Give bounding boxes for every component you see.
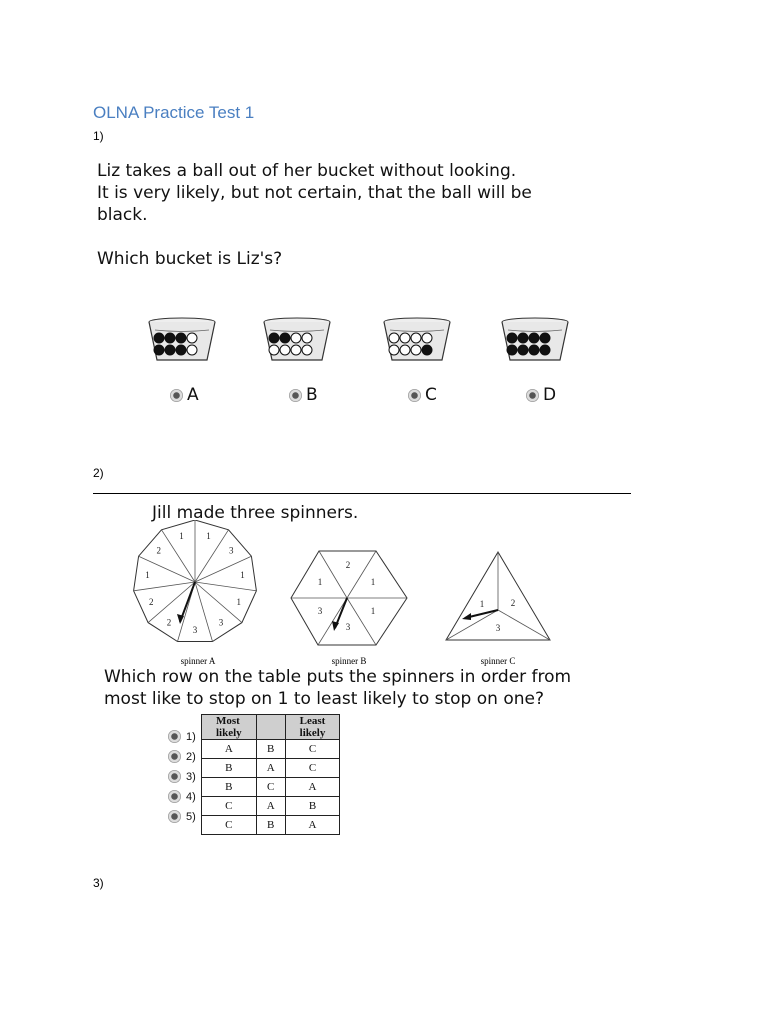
row-option-label: 1): [186, 730, 196, 743]
question-2-number: 2): [93, 466, 104, 480]
question-1-line-3: black.: [97, 205, 148, 225]
table-header-most-likely: Most likely: [202, 715, 257, 740]
row-option-label: 4): [186, 790, 196, 803]
ball: [518, 333, 528, 343]
option-a[interactable]: [170, 385, 199, 405]
table-cell: A: [256, 797, 285, 816]
ball: [176, 345, 186, 355]
ball: [507, 333, 517, 343]
spinner-a-label: 2: [166, 617, 172, 628]
bucket-a: [146, 316, 218, 368]
spinner-b-label: 1: [370, 606, 376, 616]
radio-button[interactable]: [168, 810, 181, 823]
table-header-least-likely: Least likely: [285, 715, 340, 740]
question-1-line-2: It is very likely, but not certain, that the ball will be: [97, 183, 532, 203]
ball: [280, 345, 290, 355]
spinner-c-label: 2: [510, 598, 516, 608]
question-2-line-1: Which row on the table puts the spinners in order from: [104, 667, 572, 687]
spinner-b-caption: spinner B: [331, 656, 367, 666]
spinner-a-label: 1: [179, 530, 184, 541]
row-option-3[interactable]: [168, 770, 196, 783]
radio-button[interactable]: [168, 790, 181, 803]
option-b[interactable]: [289, 385, 318, 405]
option-label: B: [306, 385, 318, 405]
spinner-c-label: 3: [495, 623, 501, 633]
spinner-b-label: 3: [317, 606, 323, 616]
option-c[interactable]: [408, 385, 437, 405]
table-row: [202, 816, 340, 835]
ball: [540, 345, 550, 355]
page-title: OLNA Practice Test 1: [93, 103, 255, 122]
ball: [187, 333, 197, 343]
ball: [302, 333, 312, 343]
spinner-a-caption: spinner A: [180, 656, 216, 666]
order-table: [201, 714, 340, 835]
table-row: [202, 759, 340, 778]
row-option-1[interactable]: [168, 730, 196, 743]
table-cell: B: [256, 816, 285, 835]
table-row: [202, 797, 340, 816]
spinner-b: [291, 551, 407, 645]
row-option-label: 5): [186, 810, 196, 823]
spinner-a-label: 1: [206, 530, 211, 541]
table-cell: C: [285, 740, 340, 759]
ball: [187, 345, 197, 355]
ball: [529, 333, 539, 343]
spinner-b-label: 2: [345, 560, 351, 570]
row-option-label: 3): [186, 770, 196, 783]
section-divider: [93, 493, 631, 494]
table-header-middle: [256, 715, 285, 740]
spinner-c-label: 1: [479, 599, 485, 609]
table-cell: C: [285, 759, 340, 778]
question-2-prompt: [104, 666, 571, 710]
table-cell: B: [285, 797, 340, 816]
question-1-number: 1): [93, 129, 104, 143]
radio-button[interactable]: [168, 770, 181, 783]
table-cell: C: [202, 797, 257, 816]
spinner-a-label: 2: [156, 545, 161, 556]
spinner-b-label: 3: [345, 622, 351, 632]
table-cell: C: [202, 816, 257, 835]
ball: [411, 333, 421, 343]
ball: [165, 345, 175, 355]
ball: [291, 345, 301, 355]
ball: [518, 345, 528, 355]
table-cell: A: [202, 740, 257, 759]
spinner-a-label: 3: [192, 625, 198, 635]
ball: [176, 333, 186, 343]
ball: [302, 345, 312, 355]
bucket-b: [261, 316, 333, 368]
option-d[interactable]: [526, 385, 556, 405]
radio-button[interactable]: [170, 389, 183, 402]
ball: [400, 333, 410, 343]
radio-button[interactable]: [168, 730, 181, 743]
row-option-5[interactable]: [168, 810, 196, 823]
radio-button[interactable]: [526, 389, 539, 402]
bucket-c: [381, 316, 453, 368]
spinner-a-label: 3: [229, 545, 234, 556]
bucket-d: [499, 316, 571, 368]
table-row: [202, 778, 340, 797]
ball: [422, 345, 432, 355]
table-cell: A: [285, 816, 340, 835]
option-label: D: [543, 385, 557, 405]
row-option-label: 2): [186, 750, 196, 763]
table-cell: B: [256, 740, 285, 759]
question-3-number: 3): [93, 876, 104, 890]
question-1-text: [97, 160, 532, 226]
question-2-intro: Jill made three spinners.: [152, 503, 359, 523]
ball: [422, 333, 432, 343]
ball: [540, 333, 550, 343]
table-row: [202, 740, 340, 759]
spinner-b-label: 1: [317, 577, 323, 587]
spinner-a-label: 1: [236, 596, 241, 607]
spinner-a-label: 2: [149, 596, 154, 607]
ball: [529, 345, 539, 355]
spinner-a: [134, 520, 257, 642]
spinner-a-label: 1: [240, 570, 245, 581]
table-cell: C: [256, 778, 285, 797]
ball: [280, 333, 290, 343]
row-option-4[interactable]: [168, 790, 196, 803]
option-label: A: [187, 385, 199, 405]
spinner-a-label: 1: [145, 570, 150, 581]
radio-button[interactable]: [168, 750, 181, 763]
table-cell: B: [202, 778, 257, 797]
spinner-c: [446, 552, 550, 640]
radio-button[interactable]: [289, 389, 302, 402]
ball: [165, 333, 175, 343]
ball: [154, 345, 164, 355]
question-1-line-1: Liz takes a ball out of her bucket without looking.: [97, 161, 517, 181]
spinner-b-label: 1: [370, 577, 376, 587]
table-cell: B: [202, 759, 257, 778]
table-cell: A: [285, 778, 340, 797]
radio-button[interactable]: [408, 389, 421, 402]
ball: [291, 333, 301, 343]
ball: [154, 333, 164, 343]
ball: [389, 333, 399, 343]
spinners-figure: [120, 520, 570, 670]
ball: [269, 333, 279, 343]
option-label: C: [425, 385, 437, 405]
ball: [389, 345, 399, 355]
question-2-line-2: most like to stop on 1 to least likely to stop on one?: [104, 689, 544, 709]
ball: [269, 345, 279, 355]
question-1-prompt: Which bucket is Liz's?: [97, 249, 283, 269]
ball: [400, 345, 410, 355]
table-cell: A: [256, 759, 285, 778]
spinner-c-caption: spinner C: [480, 656, 516, 666]
ball: [411, 345, 421, 355]
ball: [507, 345, 517, 355]
spinner-a-label: 3: [218, 617, 224, 628]
row-option-2[interactable]: [168, 750, 196, 763]
